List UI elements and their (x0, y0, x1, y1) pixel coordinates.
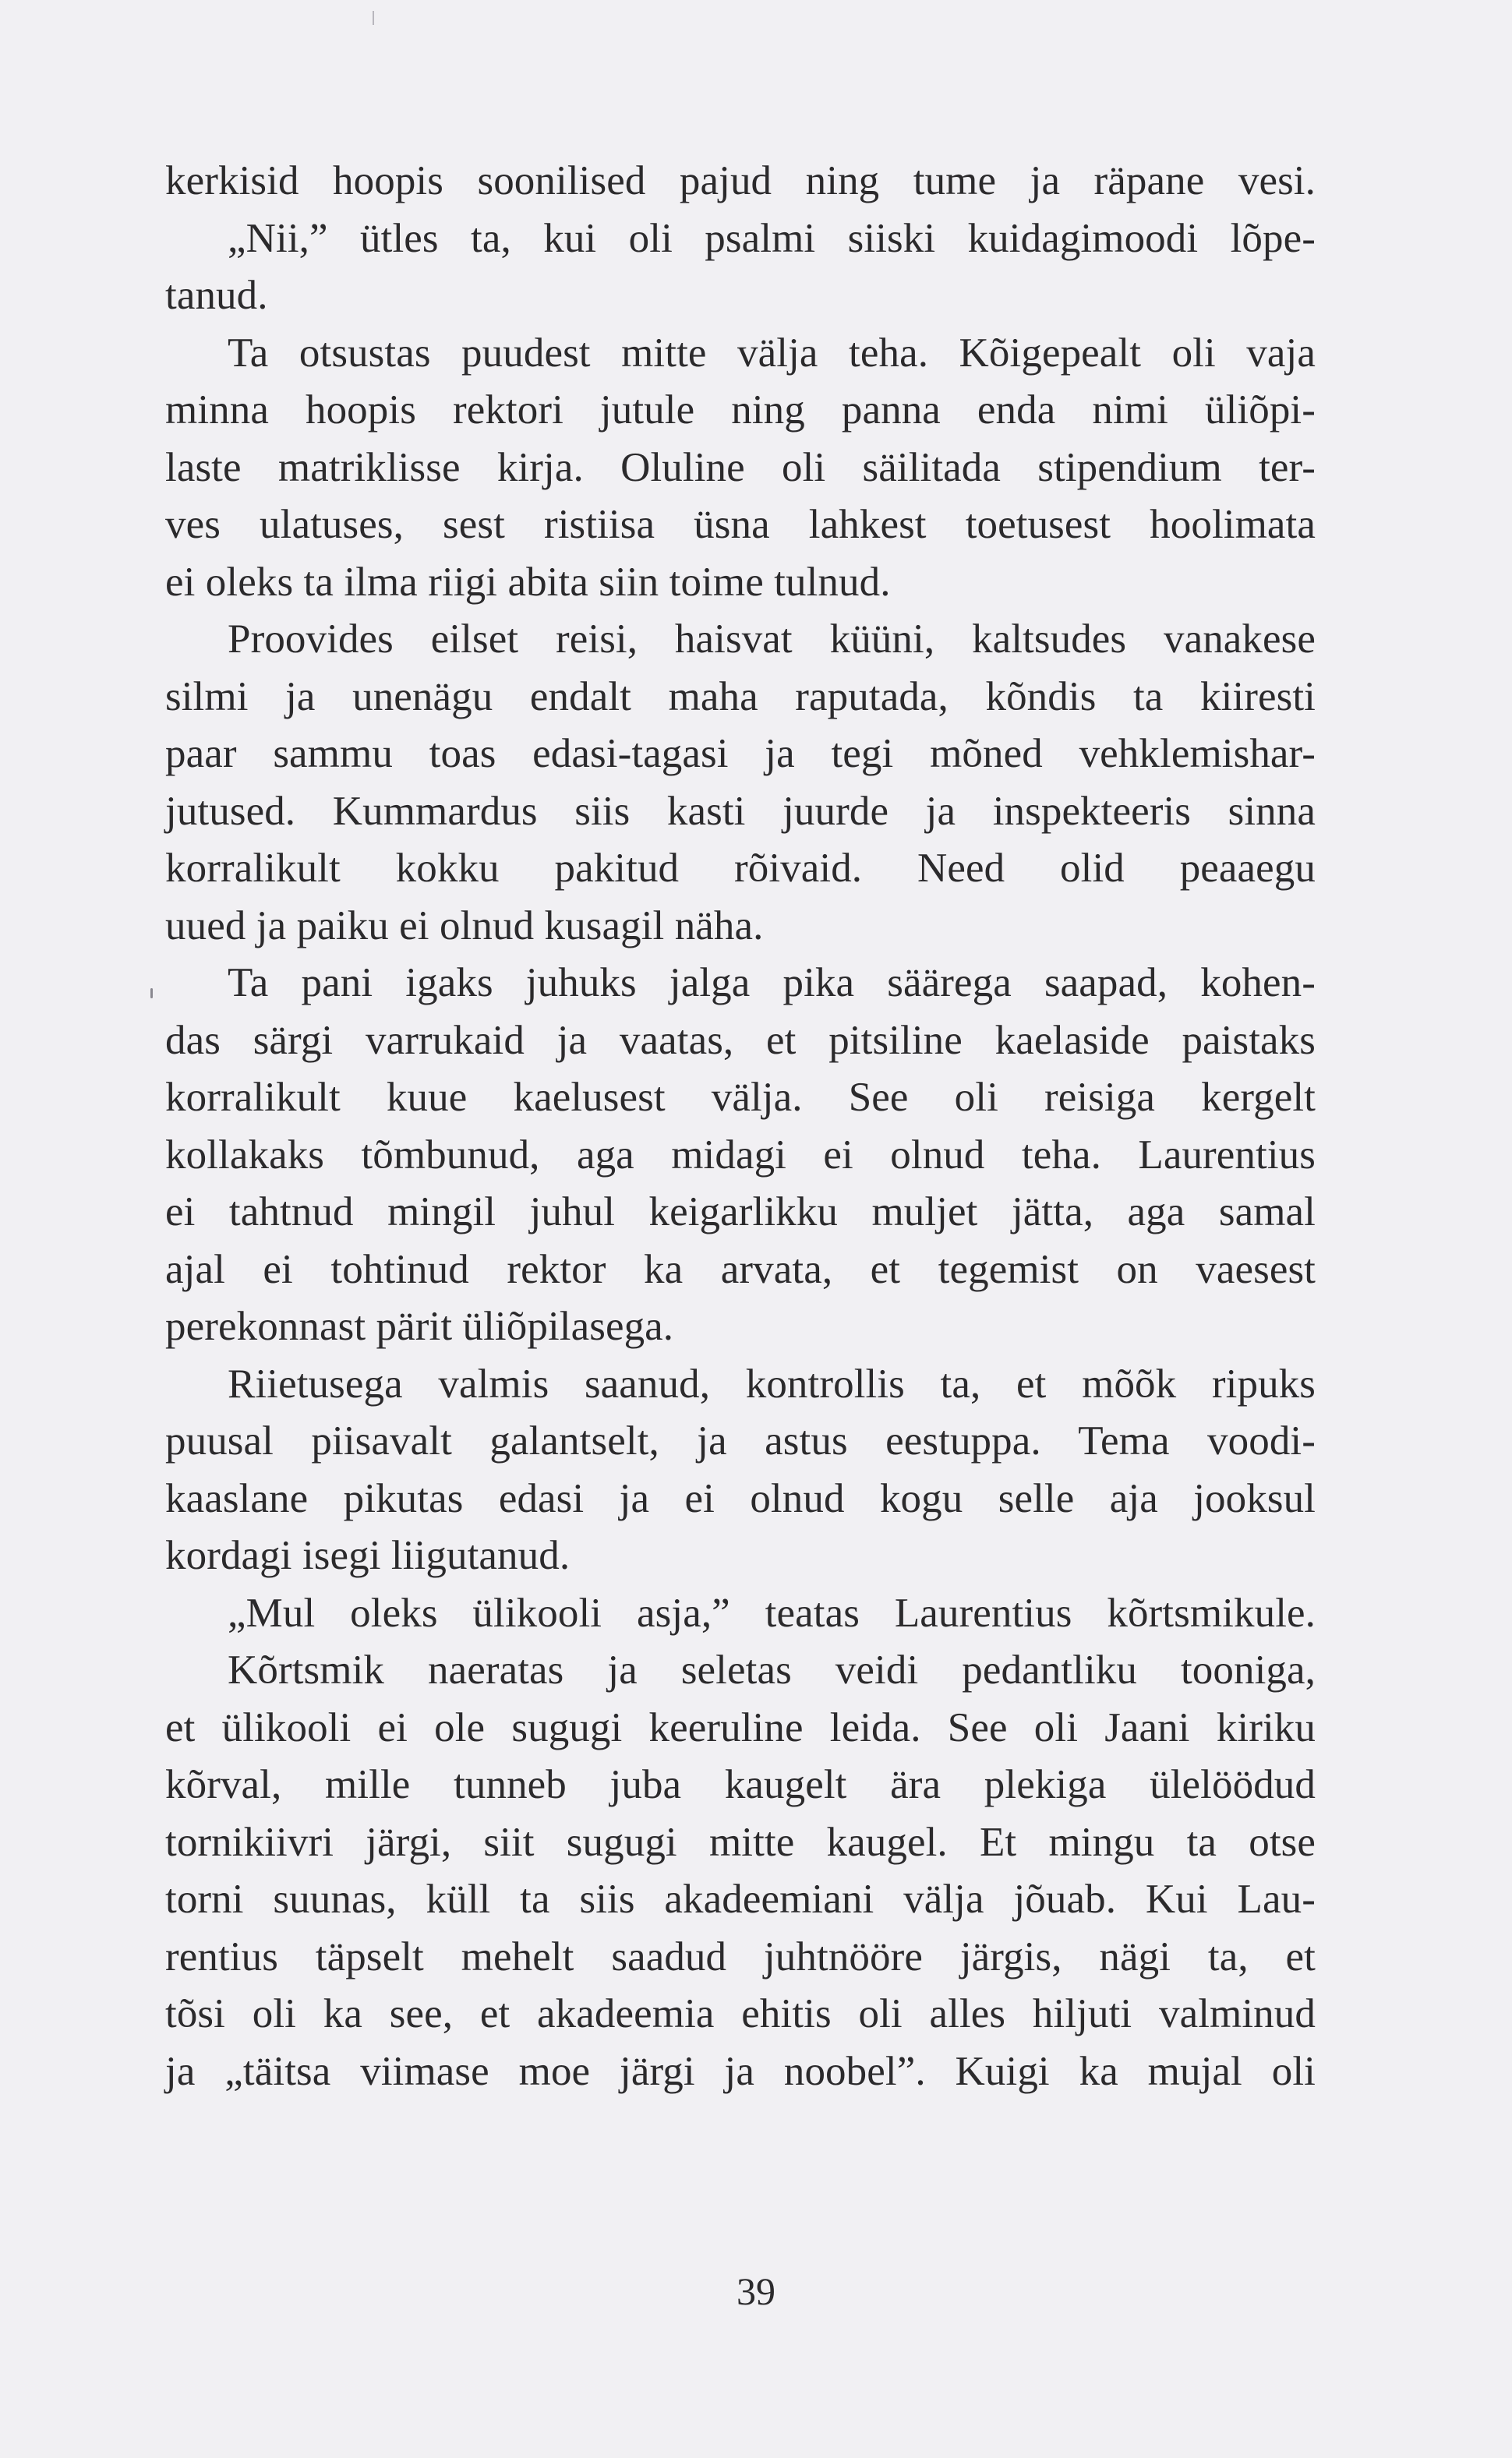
text-line: kaaslane pikutas edasi ja ei olnud kogu selle aja jooksul (165, 1475, 1316, 1521)
text-line: uued ja paiku ei olnud kusagil näha. (165, 902, 764, 948)
page-number: 39 (737, 2269, 775, 2313)
text-line: Proovides eilset reisi, haisvat küüni, kaltsudes vanakese (228, 616, 1316, 662)
text-line: ei oleks ta ilma riigi abita siin toime tulnud. (165, 559, 891, 605)
text-line: ja „täitsa viimase moe järgi ja noobel”. Kuigi ka mujal oli (165, 2048, 1316, 2094)
text-line: Ta pani igaks juhuks jalga pika säärega saapad, kohen- (228, 960, 1316, 1005)
text-line: perekonnast pärit üliõpilasega. (165, 1304, 674, 1349)
text-line: „Nii,” ütles ta, kui oli psalmi siiski kuidagimoodi lõpe- (228, 215, 1316, 261)
text-line: kõrval, mille tunneb juba kaugelt ära plekiga ülelöödud (165, 1762, 1316, 1807)
text-line: tornikiivri järgi, siit sugugi mitte kaugel. Et mingu ta otse (165, 1819, 1316, 1865)
text-line: jutused. Kummardus siis kasti juurde ja inspekteeris sinna (165, 788, 1316, 834)
text-line: ves ulatuses, sest ristiisa üsna lahkest toetusest hoolimata (165, 502, 1316, 547)
text-line: paar sammu toas edasi-tagasi ja tegi mõned vehklemishar- (165, 731, 1316, 776)
text-line: torni suunas, küll ta siis akadeemiani välja jõuab. Kui Lau- (165, 1877, 1316, 1922)
text-line: kerkisid hoopis soonilised pajud ning tume ja räpane vesi. (165, 158, 1316, 203)
text-line: ei tahtnud mingil juhul keigarlikku muljet jätta, aga samal (165, 1189, 1316, 1234)
margin-mark (150, 988, 153, 998)
text-line: tanud. (165, 273, 268, 318)
text-line: kollakaks tõmbunud, aga midagi ei olnud teha. Laurentius (165, 1132, 1316, 1178)
text-line: das särgi varrukaid ja vaatas, et pitsiline kaelaside paistaks (165, 1017, 1316, 1063)
text-line: korralikult kuue kaelusest välja. See oli reisiga kergelt (165, 1075, 1316, 1120)
text-line: Kõrtsmik naeratas ja seletas veidi pedantliku tooniga, (228, 1647, 1316, 1693)
text-line: „Mul oleks ülikooli asja,” teatas Laurentius kõrtsmikule. (228, 1590, 1316, 1636)
text-line: kordagi isegi liigutanud. (165, 1533, 571, 1578)
text-line: laste matriklisse kirja. Oluline oli säilitada stipendium ter- (165, 444, 1316, 490)
text-line: puusal piisavalt galantselt, ja astus eestuppa. Tema voodi- (165, 1418, 1316, 1464)
text-line: rentius täpselt mehelt saadud juhtnööre järgis, nägi ta, et (165, 1934, 1316, 1979)
text-line: korralikult kokku pakitud rõivaid. Need olid peaaegu (165, 846, 1316, 891)
text-line: Riietusega valmis saanud, kontrollis ta, et mõõk ripuks (228, 1361, 1316, 1407)
scan-mark (373, 11, 374, 25)
text-line: ajal ei tohtinud rektor ka arvata, et tegemist on vaesest (165, 1246, 1316, 1292)
body-text (165, 153, 1316, 2100)
text-line: minna hoopis rektori jutule ning panna enda nimi üliõpi- (165, 387, 1316, 433)
text-line: silmi ja unenägu endalt maha raputada, kõndis ta kiiresti (165, 673, 1316, 719)
text-line: et ülikooli ei ole sugugi keeruline leida. See oli Jaani kiriku (165, 1704, 1316, 1750)
text-line: tõsi oli ka see, et akadeemia ehitis oli alles hiljuti valminud (165, 1991, 1316, 2036)
text-line: Ta otsustas puudest mitte välja teha. Kõigepealt oli vaja (228, 330, 1316, 376)
